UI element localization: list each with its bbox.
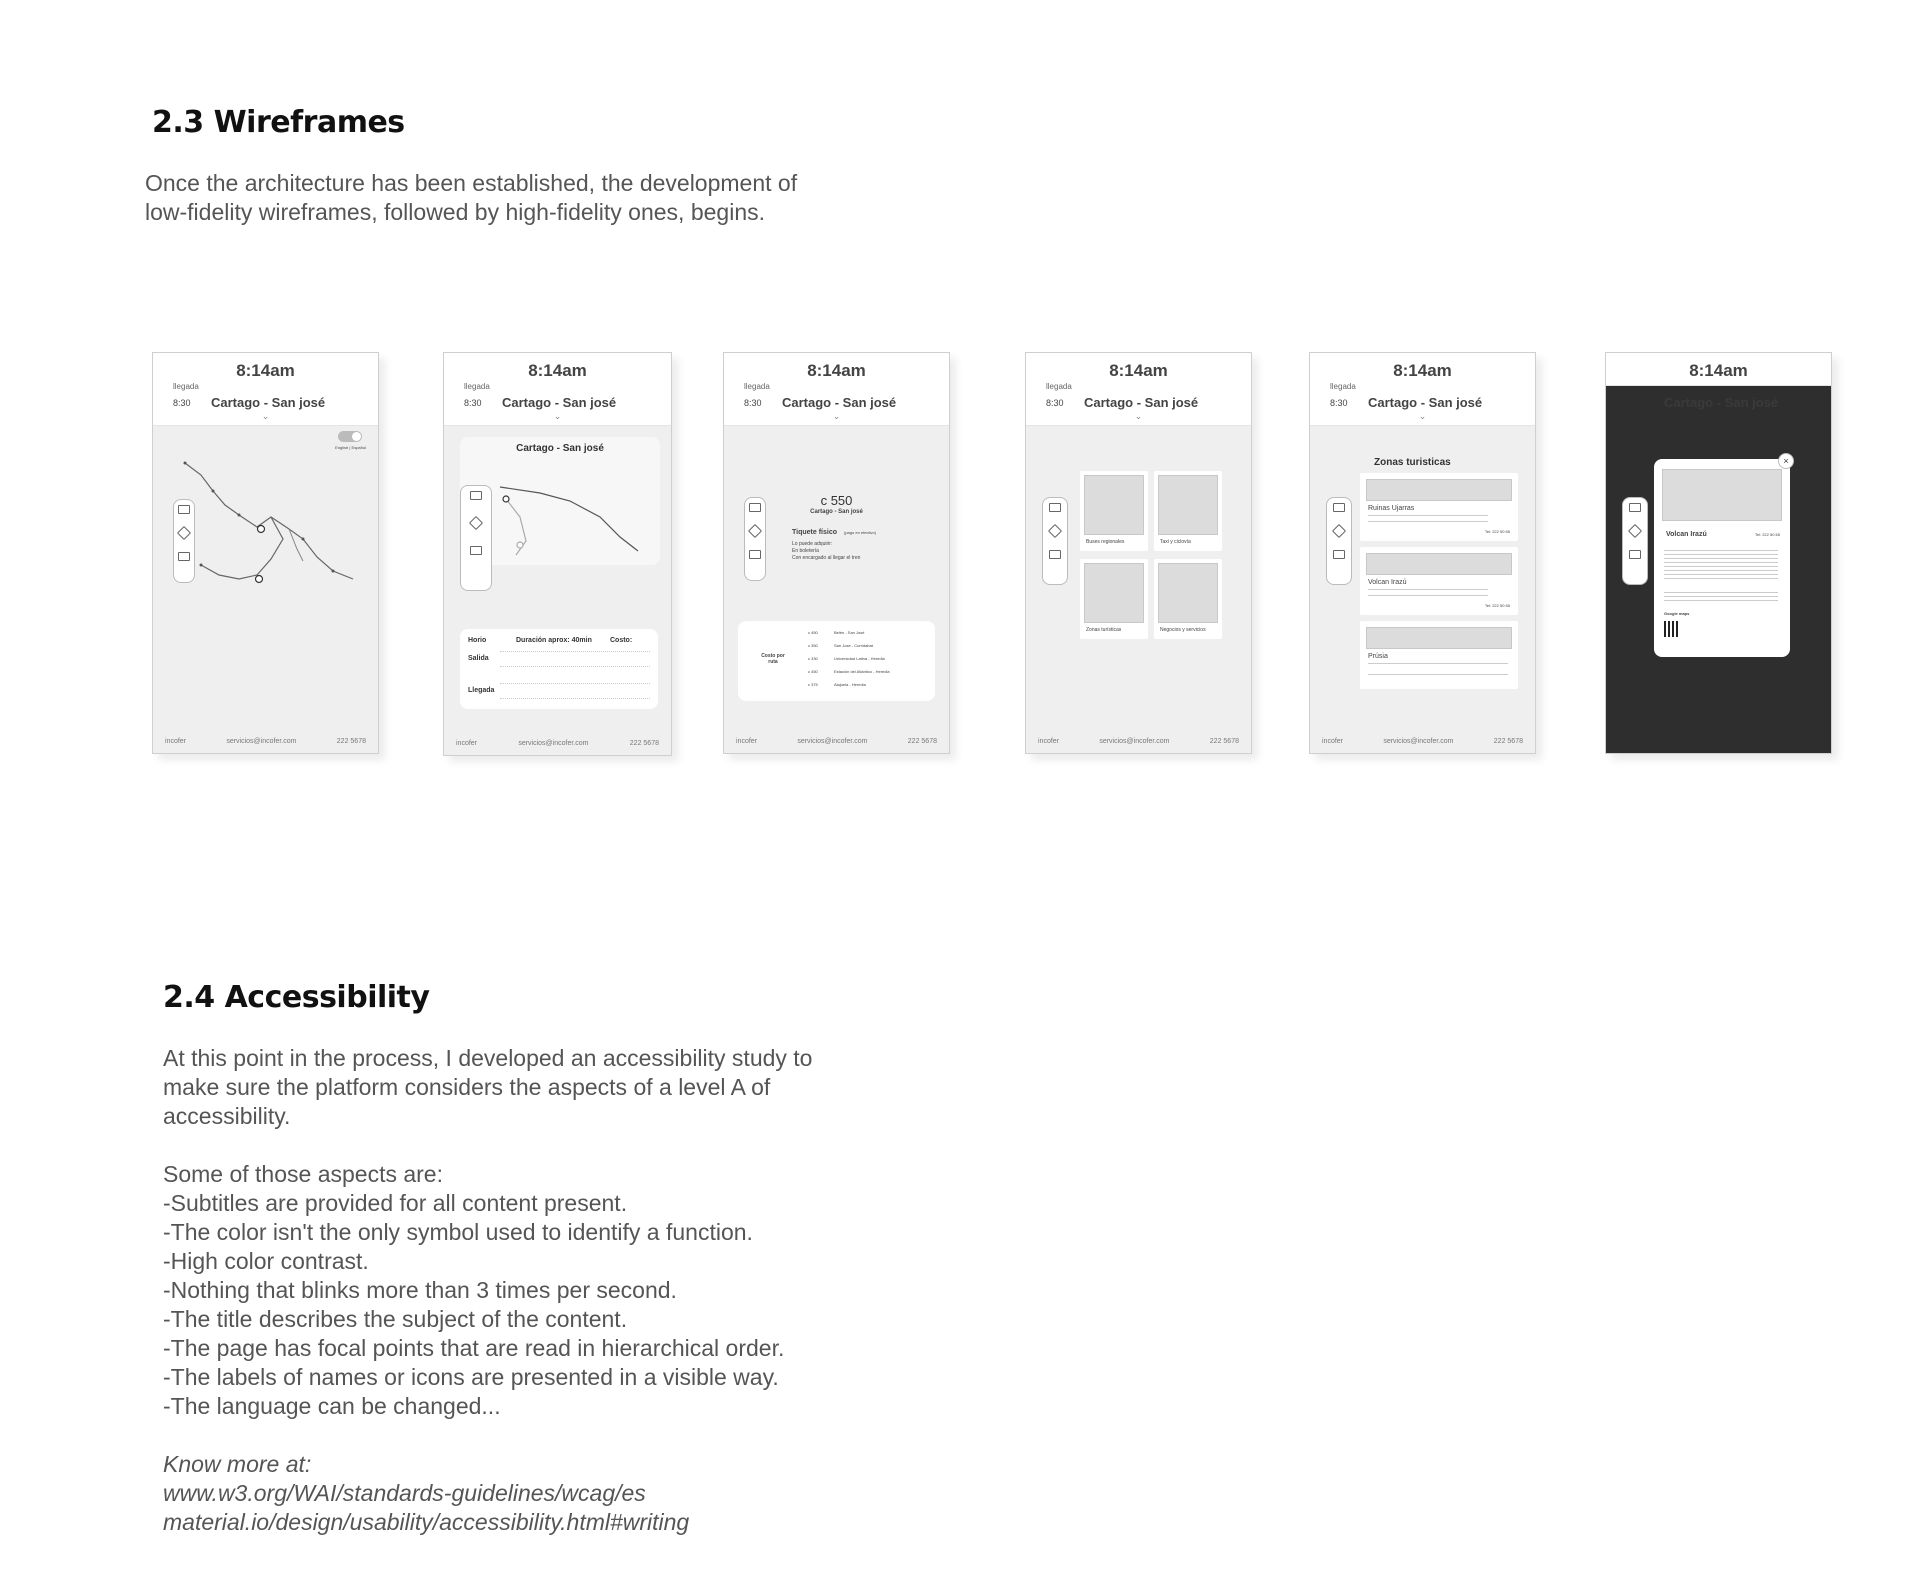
wireframes-title: 2.3 Wireframes [152, 105, 405, 140]
description-lines [1368, 515, 1488, 522]
schedule-header-duration: Duración aprox: 40min [516, 637, 592, 644]
clock-time: 8:14am [528, 361, 587, 380]
qr-code-icon [1664, 621, 1680, 637]
service-tile-label: Zonas turísticas [1086, 627, 1122, 633]
close-icon[interactable]: × [1778, 453, 1794, 469]
description-lines [1368, 589, 1488, 596]
aspect-item: -The color isn't the only symbol used to identify a function. [163, 1219, 753, 1245]
train-icon[interactable] [470, 546, 482, 555]
aspect-item: -The language can be changed... [163, 1393, 501, 1419]
arrival-row-label: Llegada [468, 687, 495, 694]
clock-time: 8:14am [1393, 361, 1452, 380]
tourist-zone-card[interactable] [1360, 473, 1518, 541]
description-lines [1664, 547, 1778, 581]
image-placeholder [1662, 469, 1782, 521]
ticket-price: c 550 [820, 493, 853, 508]
ticket-price-route: Cartago - San josé [810, 509, 863, 515]
wireframe-tourist-zones-screen [1309, 352, 1536, 754]
train-icon[interactable] [749, 550, 761, 559]
ticket-icon[interactable] [1048, 524, 1062, 538]
description-lines [1664, 589, 1778, 603]
clock-time: 8:14am [807, 361, 866, 380]
phone-header [724, 353, 949, 426]
footer-phone[interactable]: 222 5678 [1493, 738, 1523, 745]
route-cost-route: Universidad Latina - Heredia [834, 656, 885, 661]
image-placeholder [1366, 479, 1512, 501]
schedule-table [460, 629, 658, 709]
schedule-icon[interactable] [1049, 503, 1061, 512]
arrival-hour: 8:30 [1046, 398, 1064, 408]
wireframe-detail-modal-screen [1605, 352, 1832, 754]
accessibility-intro-line: make sure the platform considers the aspects of a level A of [163, 1074, 771, 1100]
tourist-zone-card[interactable] [1360, 547, 1518, 615]
clock-time: 8:14am [1109, 361, 1168, 380]
schedule-header-cost: Costo: [610, 637, 633, 644]
arrival-hour: 8:30 [173, 398, 191, 408]
accessibility-body [163, 1044, 812, 1537]
ticket-icon[interactable] [1332, 524, 1346, 538]
footer-phone[interactable]: 222 5678 [907, 738, 937, 745]
departure-label: Salida [468, 655, 489, 662]
wireframe-schedule-screen [443, 352, 672, 756]
route-cost-label: Costo por ruta [761, 653, 785, 665]
phone-footer [736, 738, 937, 745]
service-tile-label: Taxi y ciclovía [1160, 539, 1191, 545]
train-map[interactable] [153, 453, 379, 603]
aspect-item: -The labels of names or icons are presented in a visible way. [163, 1364, 779, 1390]
phone-header [1026, 353, 1251, 426]
footer-brand: incofer [1038, 738, 1060, 745]
tourist-zone-name: Prúsia [1368, 653, 1388, 660]
clock-time: 8:14am [236, 361, 295, 380]
route-title-dimmed: Cartago - San josé [1664, 395, 1779, 410]
know-more-label: Know more at: [163, 1451, 312, 1477]
route-title[interactable]: Cartago - San josé [1084, 395, 1199, 410]
route-cost-price: c 450 [808, 669, 818, 674]
phone-footer [165, 738, 366, 745]
side-nav[interactable] [460, 485, 492, 591]
aspect-item: -High color contrast. [163, 1248, 369, 1274]
modal-title: Volcan Irazú [1666, 531, 1707, 538]
aspects-heading: Some of those aspects are: [163, 1161, 443, 1187]
tourist-zones-title: Zonas turisticas [1374, 457, 1451, 468]
wireframe-pricing-screen [723, 352, 950, 754]
footer-email[interactable]: servicios@incofer.com [1099, 738, 1170, 745]
phone-header [1606, 353, 1831, 386]
service-tile[interactable] [1154, 471, 1222, 551]
ticket-info-line: En boletería [792, 548, 819, 554]
side-nav[interactable] [1622, 497, 1648, 585]
service-tile-label: Buses regionales [1086, 539, 1125, 545]
footer-email[interactable]: servicios@incofer.com [797, 738, 868, 745]
tourist-zone-name: Volcan Irazú [1368, 579, 1407, 586]
ticket-icon[interactable] [748, 524, 762, 538]
route-cost-price: c 350 [808, 643, 818, 648]
footer-phone[interactable]: 222 5678 [629, 740, 659, 747]
description-lines [1368, 663, 1508, 675]
footer-brand: incofer [1322, 738, 1344, 745]
schedule-header-horario: Horio [468, 637, 487, 644]
footer-email[interactable]: servicios@incofer.com [518, 740, 589, 747]
route-cost-price: c 375 [808, 682, 818, 687]
route-cost-route: Alajuela - Heredia [834, 682, 866, 687]
ticket-info-line: Lo puede adquirir: [792, 541, 833, 547]
train-icon[interactable] [1629, 550, 1641, 559]
footer-brand: incofer [165, 738, 187, 745]
schedule-row [500, 651, 650, 667]
image-placeholder [1366, 627, 1512, 649]
chevron-down-icon[interactable]: ⌄ [832, 412, 841, 422]
service-tile[interactable] [1154, 559, 1222, 639]
route-cost-price: c 450 [808, 630, 818, 635]
chevron-down-icon[interactable]: ⌄ [1134, 412, 1143, 422]
wireframes-description [145, 169, 797, 227]
google-maps-link[interactable]: Google maps [1664, 611, 1690, 616]
arrival-label: llegada [1046, 382, 1072, 391]
aspect-item: -Nothing that blinks more than 3 times per second. [163, 1277, 677, 1303]
arrival-hour: 8:30 [744, 398, 762, 408]
material-accessibility-link[interactable]: material.io/design/usability/accessibility.html#writing [163, 1509, 690, 1535]
chevron-down-icon[interactable]: ⌄ [1418, 412, 1427, 422]
accessibility-intro-line: At this point in the process, I developed an accessibility study to [163, 1045, 813, 1071]
wireframe-map-screen [152, 352, 379, 754]
route-title[interactable]: Cartago - San josé [211, 395, 326, 410]
ticket-type-title: Tiquete físico [792, 529, 837, 536]
chevron-down-icon[interactable]: ⌄ [261, 412, 270, 422]
train-icon[interactable] [1333, 550, 1345, 559]
ticket-info-line: Con encargado al llegar el tren [792, 555, 861, 561]
service-tile-label: Negocios y servicios [1160, 627, 1206, 633]
arrival-label: llegada [1330, 382, 1356, 391]
schedule-icon[interactable] [1629, 503, 1641, 512]
route-title[interactable]: Cartago - San josé [502, 395, 617, 410]
map-card-title: Cartago - San josé [516, 443, 604, 454]
route-title[interactable]: Cartago - San josé [1368, 395, 1483, 410]
wireframes-description-line: low-fidelity wireframes, followed by high-fidelity ones, begins. [145, 199, 766, 225]
tourist-zone-name: Ruinas Ujarras [1368, 505, 1415, 512]
clock-time: 8:14am [1689, 361, 1748, 380]
image-placeholder [1158, 563, 1218, 623]
route-title[interactable]: Cartago - San josé [782, 395, 897, 410]
phone-footer [456, 740, 659, 747]
ticket-icon[interactable] [1628, 524, 1642, 538]
route-cost-card [738, 621, 935, 701]
image-placeholder [1158, 475, 1218, 535]
service-tile[interactable] [1080, 559, 1148, 639]
footer-phone[interactable]: 222 5678 [1209, 738, 1239, 745]
ticket-type-note: (pago en efectivo) [844, 530, 877, 535]
arrival-label: llegada [173, 382, 199, 391]
arrival-hour: 8:30 [1330, 398, 1348, 408]
aspect-item: -The page has focal points that are read in hierarchical order. [163, 1335, 785, 1361]
accessibility-intro-line: accessibility. [163, 1103, 291, 1129]
footer-email[interactable]: servicios@incofer.com [226, 738, 297, 745]
footer-email[interactable]: servicios@incofer.com [1383, 738, 1454, 745]
service-tile[interactable] [1080, 471, 1148, 551]
language-toggle-label: English | Español [335, 445, 366, 450]
aspect-item: -The title describes the subject of the content. [163, 1306, 628, 1332]
arrival-label: llegada [744, 382, 770, 391]
footer-brand: incofer [736, 738, 758, 745]
phone-header [444, 353, 671, 426]
image-placeholder [1084, 563, 1144, 623]
aspect-item: -Subtitles are provided for all content present. [163, 1190, 628, 1216]
side-nav[interactable] [1042, 497, 1068, 585]
route-cost-route: Estación del Atlántico - Heredia [834, 669, 890, 674]
chevron-down-icon[interactable]: ⌄ [553, 412, 562, 422]
detail-modal [1654, 456, 1790, 657]
schedule-icon[interactable] [470, 491, 482, 500]
phone-footer [1038, 738, 1239, 745]
image-placeholder [1084, 475, 1144, 535]
arrival-label: llegada [464, 382, 490, 391]
side-nav[interactable] [1326, 497, 1352, 585]
phone-header [153, 353, 378, 426]
footer-brand: incofer [456, 740, 478, 747]
accessibility-title: 2.4 Accessibility [163, 980, 430, 1015]
schedule-icon[interactable] [1333, 503, 1345, 512]
tourist-zone-phone: Tel: 222 50 65 [1484, 603, 1510, 608]
ticket-icon[interactable] [469, 516, 483, 530]
phone-header [1310, 353, 1535, 426]
route-cost-price: c 330 [808, 656, 818, 661]
train-icon[interactable] [1049, 550, 1061, 559]
language-toggle[interactable] [338, 431, 362, 442]
image-placeholder [1366, 553, 1512, 575]
schedule-row [500, 683, 650, 699]
tourist-zone-phone: Tel: 222 50 65 [1484, 529, 1510, 534]
route-cost-route: Belén - San José [834, 630, 865, 635]
wcag-link[interactable]: www.w3.org/WAI/standards-guidelines/wcag/es [163, 1480, 646, 1506]
footer-phone[interactable]: 222 5678 [336, 738, 366, 745]
tourist-zone-card[interactable] [1360, 621, 1518, 689]
arrival-hour: 8:30 [464, 398, 482, 408]
route-cost-route: San José - Curridabat [834, 643, 873, 648]
phone-footer [1322, 738, 1523, 745]
wireframe-services-screen [1025, 352, 1252, 754]
wireframes-description-line: Once the architecture has been established, the development of [145, 170, 798, 196]
modal-phone: Tel: 222 50 65 [1754, 532, 1780, 537]
